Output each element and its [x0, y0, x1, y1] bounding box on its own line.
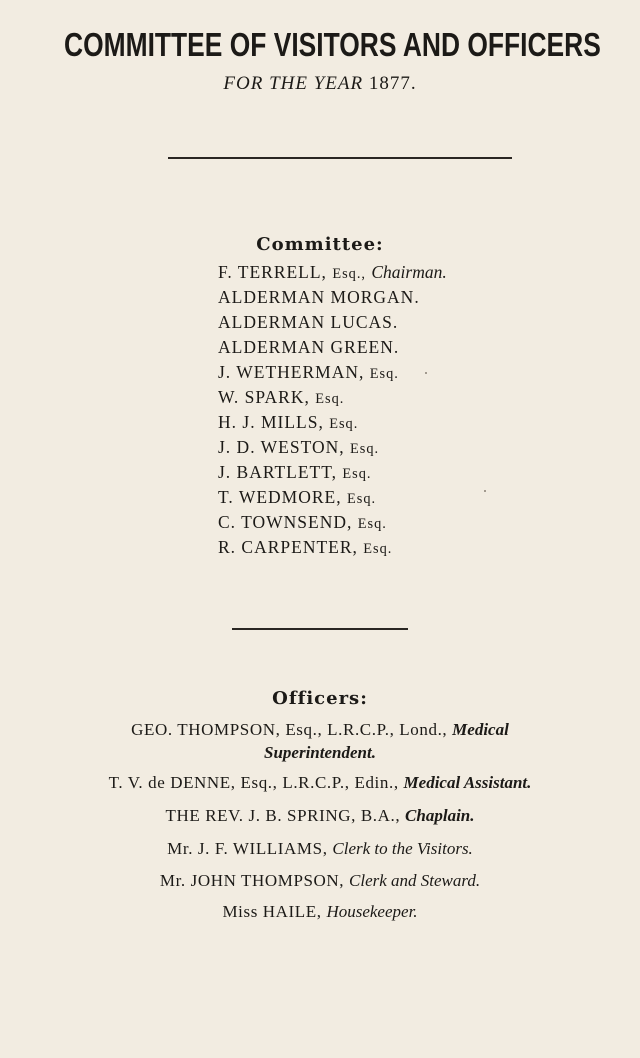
committee-member: ALDERMAN GREEN. [218, 337, 400, 357]
committee-member: R. CARPENTER, Esq. [218, 537, 393, 557]
officers-heading: Officers: [272, 688, 368, 709]
officer-entry: GEO. THOMPSON, Esq., L.R.C.P., Lond., Medical [131, 720, 509, 739]
page-subtitle [0, 73, 640, 95]
subtitle-label: FOR THE YEAR [223, 73, 364, 94]
committee-member: J. WETHERMAN, Esq. [218, 362, 399, 382]
committee-member: W. SPARK, Esq. [218, 387, 345, 407]
paper-speck [484, 490, 486, 492]
officer-entry: Miss HAILE, Housekeeper. [222, 902, 418, 921]
committee-member: ALDERMAN MORGAN. [218, 287, 420, 307]
paper-speck [425, 372, 427, 374]
officer-entry: Mr. JOHN THOMPSON, Clerk and Steward. [159, 871, 481, 890]
committee-member: J. BARTLETT, Esq. [218, 462, 372, 482]
officer-entry: THE REV. J. B. SPRING, B.A., Chaplain. [165, 806, 475, 825]
committee-member: C. TOWNSEND, Esq. [218, 512, 387, 532]
committee-member: J. D. WESTON, Esq. [218, 437, 380, 457]
committee-heading: Committee: [256, 234, 384, 255]
committee-member: H. J. MILLS, Esq. [218, 412, 359, 432]
divider-top [168, 157, 512, 159]
officer-entry: Superintendent. [264, 743, 376, 762]
divider-middle [232, 628, 408, 630]
officer-entry: T. V. de DENNE, Esq., L.R.C.P., Edin., Medical Assistant. [108, 773, 532, 792]
committee-member: T. WEDMORE, Esq. [218, 487, 377, 507]
page-title: COMMITTEE OF VISITORS AND OFFICERS [64, 26, 601, 63]
committee-member: ALDERMAN LUCAS. [218, 312, 399, 332]
officer-entry: Mr. J. F. WILLIAMS, Clerk to the Visitors. [167, 839, 473, 858]
committee-member: F. TERRELL, Esq., Chairman. [218, 262, 447, 282]
subtitle-year: 1877. [368, 73, 417, 94]
